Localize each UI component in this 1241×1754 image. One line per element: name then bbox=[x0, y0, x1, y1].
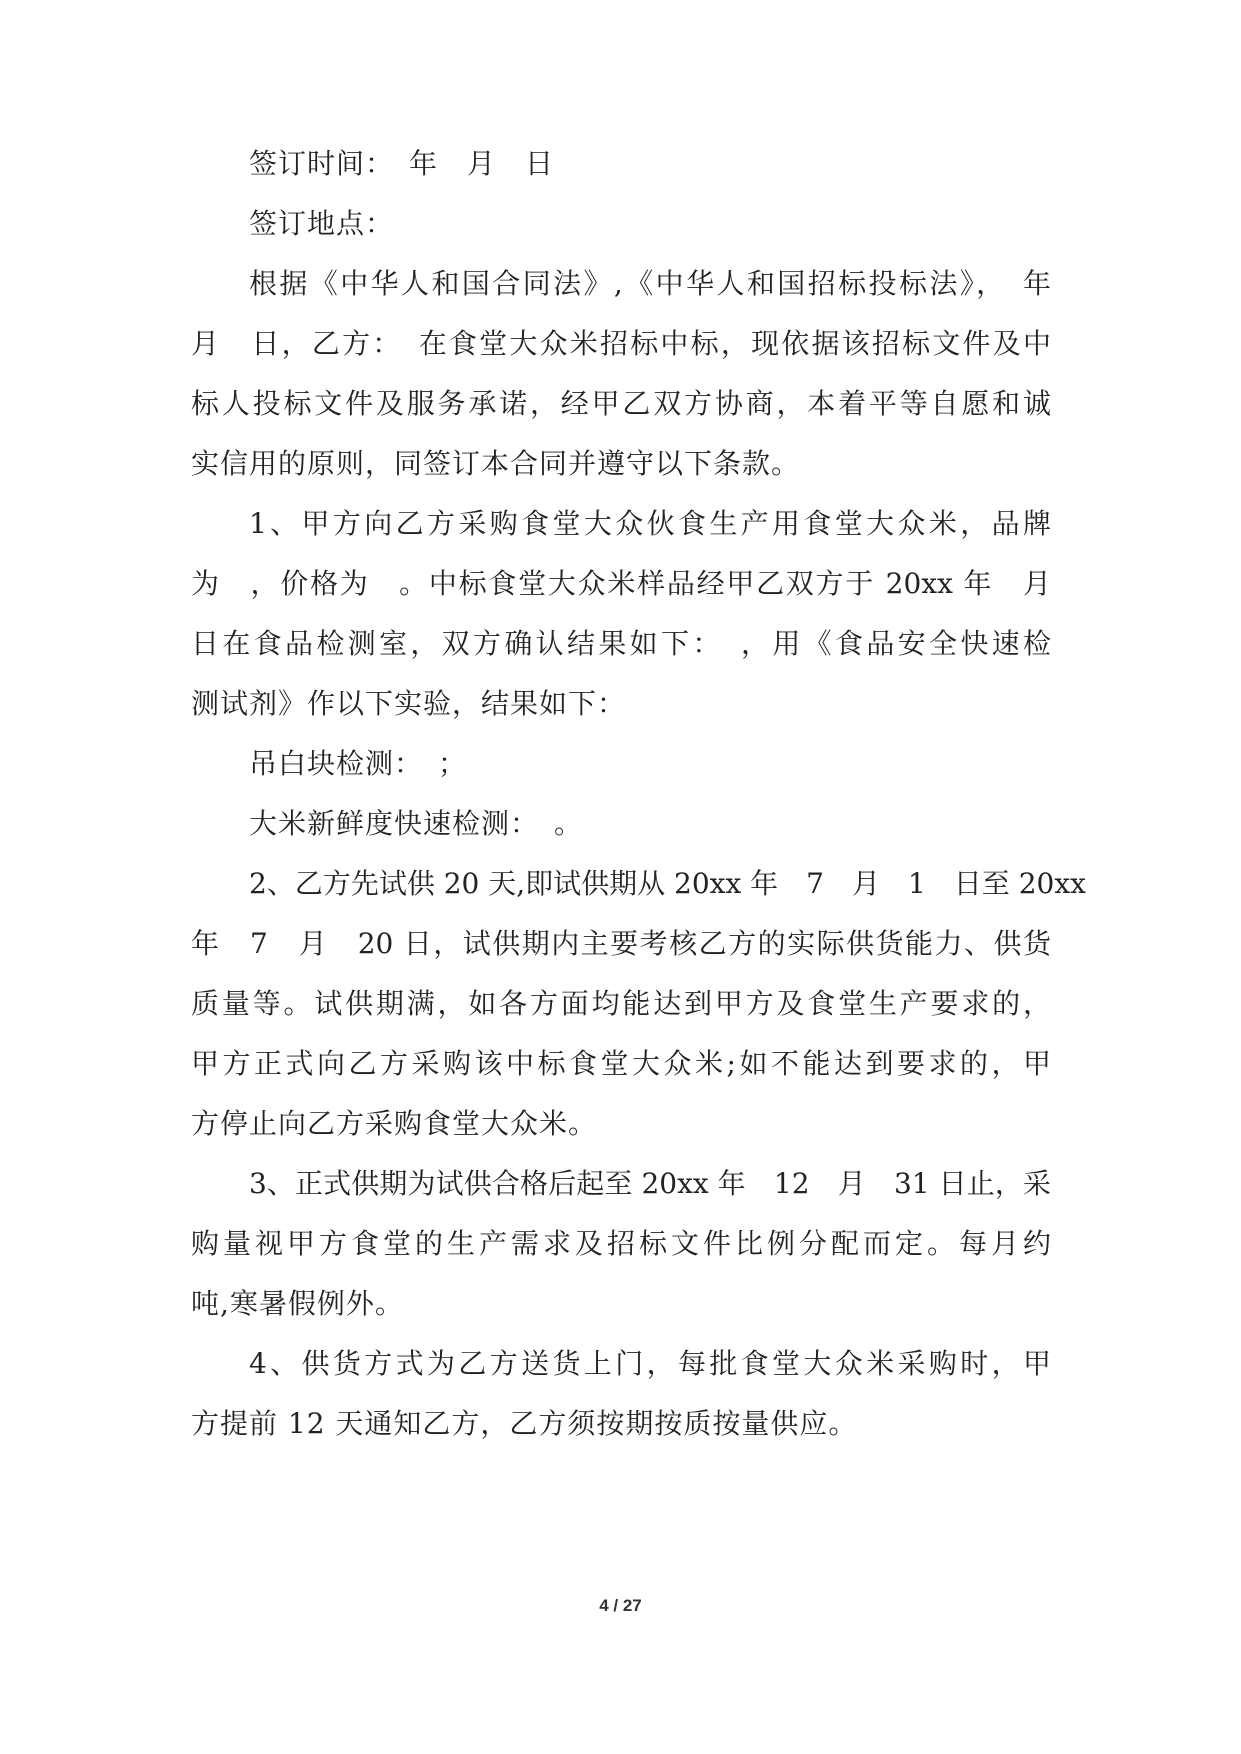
signing-place-line: 签订地点： bbox=[249, 207, 395, 240]
intro-paragraph-line-3: 标人投标文件及服务承诺，经甲乙双方协商，本着平等自愿和诚 bbox=[191, 387, 1051, 420]
clause-4-line-1: 4、供货方式为乙方送货上门，每批食堂大众米采购时，甲 bbox=[249, 1347, 1051, 1380]
clause-2-line-4: 甲方正式向乙方采购该中标食堂大众米;如不能达到要求的，甲 bbox=[191, 1047, 1051, 1080]
clause-3-line-1: 3、正式供期为试供合格后起至 20xx 年 12 月 31 日止，采 bbox=[249, 1167, 1051, 1200]
page-number: 4 / 27 bbox=[599, 1596, 642, 1615]
intro-paragraph-line-4: 实信用的原则，同签订本合同并遵守以下条款。 bbox=[191, 447, 801, 480]
clause-1-line-1: 1、甲方向乙方采购食堂大众伙食生产用食堂大众米，品牌 bbox=[249, 507, 1051, 540]
test-freshness-line: 大米新鲜度快速检测： 。 bbox=[249, 807, 584, 840]
signing-date-line: 签订时间： 年 月 日 bbox=[249, 147, 555, 180]
clause-1-line-4: 测试剂》作以下实验，结果如下： bbox=[191, 687, 627, 720]
clause-2-line-1: 2、乙方先试供 20 天,即试供期从 20xx 年 7 月 1 日至 20xx bbox=[249, 867, 1086, 900]
clause-2-line-3: 质量等。试供期满，如各方面均能达到甲方及食堂生产要求的， bbox=[191, 987, 1051, 1020]
intro-paragraph-line-2: 月 日，乙方： 在食堂大众米招标中标，现依据该招标文件及中 bbox=[191, 327, 1051, 360]
clause-4-line-2: 方提前 12 天通知乙方，乙方须按期按质按量供应。 bbox=[191, 1407, 858, 1440]
clause-2-line-5: 方停止向乙方采购食堂大众米。 bbox=[191, 1107, 598, 1140]
clause-1-line-2: 为 ，价格为 。中标食堂大众米样品经甲乙双方于 20xx 年 月 bbox=[191, 567, 1051, 600]
clause-3-line-3: 吨,寒暑假例外。 bbox=[191, 1287, 404, 1320]
clause-3-line-2: 购量视甲方食堂的生产需求及招标文件比例分配而定。每月约 bbox=[191, 1227, 1051, 1260]
intro-paragraph-line-1: 根据《中华人和国合同法》,《中华人和国招标投标法》， 年 bbox=[249, 267, 1051, 300]
clause-1-line-3: 日在食品检测室，双方确认结果如下： ，用《食品安全快速检 bbox=[191, 627, 1051, 660]
test-formaldehyde-line: 吊白块检测： ； bbox=[249, 747, 468, 780]
clause-2-line-2: 年 7 月 20 日，试供期内主要考核乙方的实际供货能力、供货 bbox=[191, 927, 1051, 960]
